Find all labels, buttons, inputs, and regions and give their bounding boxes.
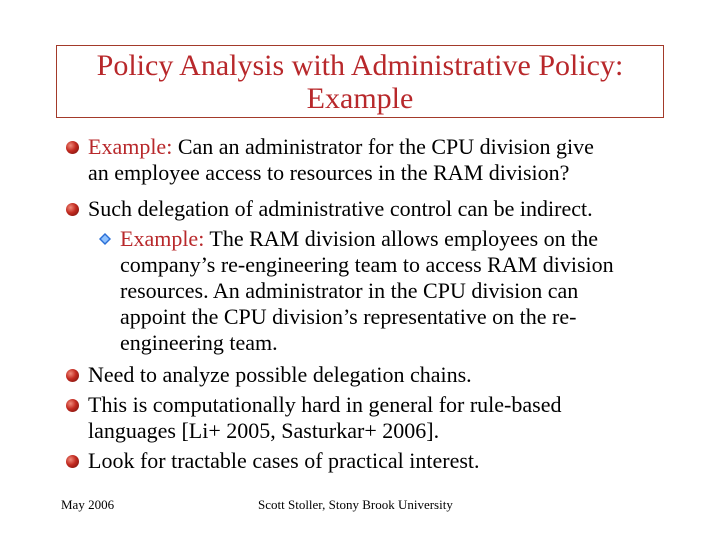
bullet-1-line1 bbox=[88, 134, 678, 160]
bullet-item-5 bbox=[88, 448, 678, 474]
bullet-4-line1: This is computationally hard in general for rule-based bbox=[88, 392, 562, 417]
slide-title-line2: Example bbox=[306, 81, 414, 115]
bullet-2-line1: Such delegation of administrative control can be indirect. bbox=[88, 196, 593, 221]
sub-bullet-item bbox=[120, 226, 670, 356]
bullet-4-line2: languages [Li+ 2005, Sasturkar+ 2006]. bbox=[88, 418, 440, 443]
red-ball-icon bbox=[66, 455, 79, 468]
red-ball-icon bbox=[66, 141, 79, 154]
bullet-item-1 bbox=[88, 134, 678, 186]
bullet-1-line2: an employee access to resources in the RAM division? bbox=[88, 160, 570, 185]
footer-date: May 2006 bbox=[61, 497, 115, 512]
bullet-item-3 bbox=[88, 362, 678, 388]
red-ball-icon bbox=[66, 369, 79, 382]
sub-bullet-line5: engineering team. bbox=[120, 330, 278, 355]
bullet-1-text: Can an administrator for the CPU division give bbox=[172, 134, 594, 159]
red-ball-icon bbox=[66, 203, 79, 216]
sub-bullet-text: The RAM division allows employees on the bbox=[204, 226, 599, 251]
sub-bullet-line4: appoint the CPU division’s representative on the re- bbox=[120, 304, 577, 329]
slide-title-box bbox=[56, 45, 664, 118]
slide-title-line1: Policy Analysis with Administrative Policy: bbox=[96, 48, 624, 82]
bullet-5-line1: Look for tractable cases of practical interest. bbox=[88, 448, 480, 473]
bullet-1-lead: Example: bbox=[88, 134, 173, 159]
slide-title bbox=[97, 49, 624, 115]
sub-bullet-line3: resources. An administrator in the CPU division can bbox=[120, 278, 579, 303]
bullet-item-4 bbox=[88, 392, 678, 444]
footer-author: Scott Stoller, Stony Brook University bbox=[258, 497, 453, 512]
blue-diamond-icon bbox=[99, 233, 111, 245]
sub-bullet-line2: company’s re-engineering team to access RAM division bbox=[120, 252, 614, 277]
bullet-item-2 bbox=[88, 196, 678, 222]
red-ball-icon bbox=[66, 399, 79, 412]
sub-bullet-line1 bbox=[120, 226, 670, 252]
bullet-3-line1: Need to analyze possible delegation chains. bbox=[88, 362, 472, 387]
sub-bullet-lead: Example: bbox=[120, 226, 205, 251]
